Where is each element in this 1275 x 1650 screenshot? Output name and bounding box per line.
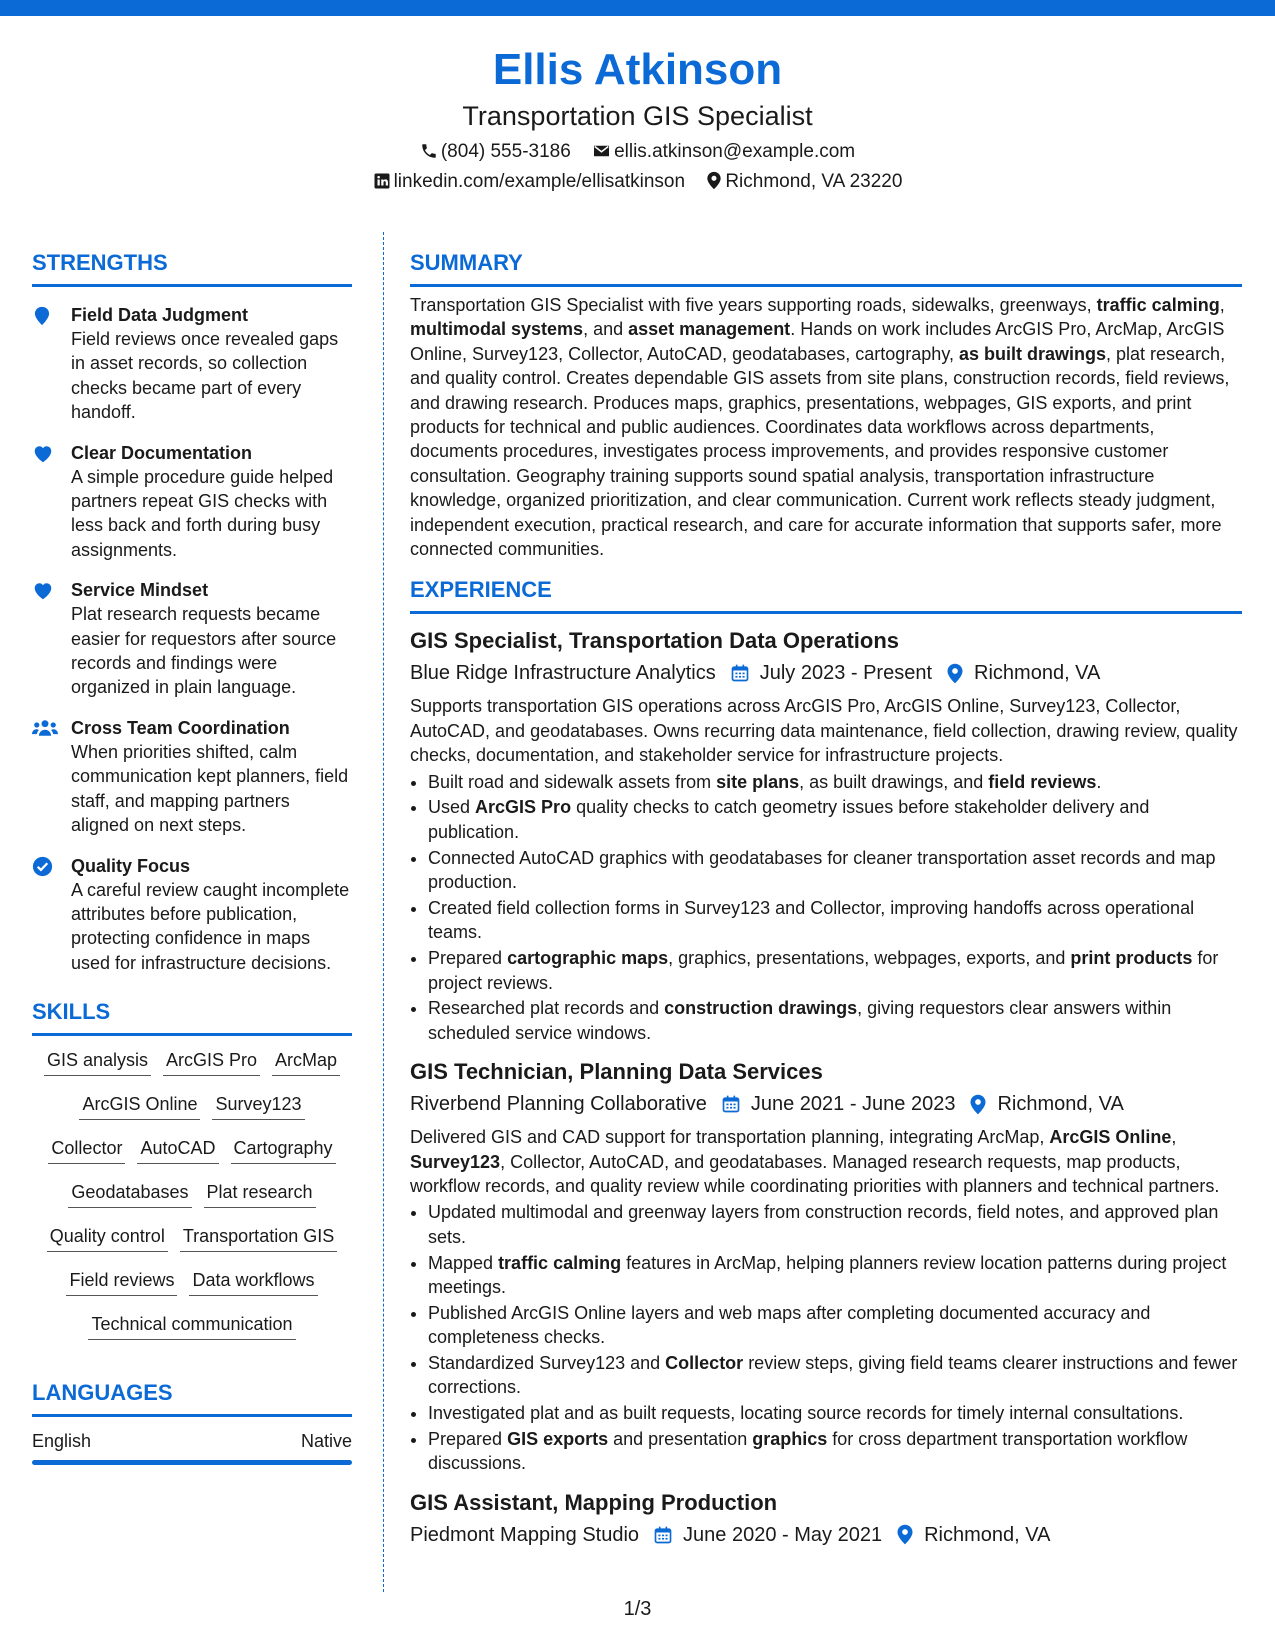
bold-text: site plans	[716, 771, 800, 792]
skill-tag: GIS analysis	[44, 1048, 151, 1076]
text-run: Created field collection forms in Survey123 and Collector, improving handoffs across operational teams.	[428, 897, 1195, 943]
column-divider	[383, 232, 384, 1592]
text-run: .	[1096, 771, 1102, 792]
skill-tag: Survey123	[212, 1092, 304, 1120]
text-run: ,	[1219, 295, 1225, 315]
skill-tag: Transportation GIS	[180, 1224, 337, 1252]
company-name: Riverbend Planning Collaborative	[410, 1093, 707, 1116]
text-run: Mapped	[428, 1252, 499, 1273]
location-text: Richmond, VA 23220	[725, 171, 903, 192]
page-number: 1/3	[623, 1598, 652, 1620]
bullet-item	[428, 770, 1242, 794]
skill-row	[32, 1180, 352, 1208]
summary-text	[410, 293, 1242, 561]
skill-tag: AutoCAD	[137, 1136, 218, 1164]
bold-text: GIS exports	[507, 1428, 609, 1449]
job-title: GIS Assistant, Mapping Production	[410, 1489, 778, 1515]
text-run: quality checks to catch geometry issues before stakeholder delivery and publication.	[428, 797, 1150, 842]
map-pin-icon	[32, 305, 56, 327]
top-accent-bar	[0, 0, 1275, 16]
languages-rule	[32, 1414, 352, 1417]
contact-line-2	[0, 168, 1275, 196]
text-run: . Hands on work includes ArcGIS Pro, ArcMap, ArcGIS Online, Survey123, Collector, AutoCAD, geodatabases, cartography,	[410, 319, 1225, 364]
email-text[interactable]: ellis.atkinson@example.com	[614, 141, 856, 162]
languages-heading: LANGUAGES	[32, 1380, 173, 1406]
strength-title: Cross Team Coordination	[71, 717, 290, 738]
skill-tag: Quality control	[47, 1224, 168, 1252]
envelope-icon	[592, 142, 611, 160]
right-column	[410, 248, 1242, 1550]
bold-text: cartographic maps	[507, 948, 669, 969]
text-run: for cross department transportation workflow discussions.	[428, 1428, 1188, 1474]
strength-item	[32, 716, 352, 838]
strength-text: When priorities shifted, calm communication kept planners, field staff, and mapping partners aligned on next steps.	[71, 741, 349, 836]
languages-list	[32, 1429, 352, 1465]
resume-header	[0, 42, 1275, 196]
contact-line-1	[0, 138, 1275, 166]
strength-item	[32, 854, 352, 976]
text-run: for project reviews.	[428, 948, 1219, 993]
map-pin-icon	[969, 1094, 997, 1115]
language-proficiency-bar	[32, 1460, 352, 1465]
bold-text: multimodal systems	[410, 319, 584, 340]
bold-text: Collector	[665, 1352, 744, 1373]
bullet-item	[428, 1351, 1242, 1400]
strength-text: Field reviews once revealed gaps in asset records, so collection checks became part of every handoff.	[71, 329, 339, 423]
bold-text: print products	[1070, 948, 1193, 969]
text-run: , plat research, and quality control. Creates dependable GIS assets from site plans, construction records, field reviews, and drawing research. Produces maps, graphics, presentations, webpages, GIS exports, and print products for technical and public audiences. Coordinates data workflows across departments, documents procedures, investigates process improvements, and provides responsive customer consultation. Geography training supports sound spatial analysis, transportation infrastructure knowledge, organized prioritization, and clear communication. Current work reflects steady judgment, independent execution, practical research, and care for accurate information that supports safer, more connected communities.	[410, 343, 1230, 560]
strength-title: Clear Documentation	[71, 442, 253, 463]
skill-tag: Geodatabases	[68, 1180, 191, 1208]
job-dates	[721, 1089, 956, 1119]
skill-tag: Field reviews	[66, 1268, 177, 1296]
bullet-item	[428, 896, 1242, 945]
job-dates-text: June 2020 - May 2021	[683, 1523, 883, 1546]
text-run: Prepared	[428, 948, 508, 969]
calendar-icon	[721, 1094, 751, 1114]
job-title: GIS Specialist, Transportation Data Operations	[410, 628, 900, 654]
text-run: Updated multimodal and greenway layers from construction records, field notes, and approved plan sets.	[428, 1202, 1219, 1247]
job-location	[946, 658, 1100, 688]
bullet-item	[428, 1427, 1242, 1476]
bold-text: traffic calming	[1096, 295, 1220, 315]
job-description	[410, 1125, 1242, 1198]
text-run: , Collector, AutoCAD, and geodatabases. Managed research requests, map products, workflow records, and quality review while coordinating priorities with planners and technical partners.	[410, 1151, 1220, 1196]
bold-text: Survey123	[410, 1151, 501, 1172]
strengths-section	[32, 248, 352, 975]
strength-item	[32, 441, 352, 563]
skill-tag: ArcGIS Online	[79, 1092, 200, 1120]
job-location-text: Richmond, VA	[997, 1093, 1124, 1116]
bold-text: construction drawings	[664, 998, 858, 1019]
strength-text: A simple procedure guide helped partners repeat GIS checks with less back and forth during busy assignments.	[71, 466, 334, 560]
job-bullets	[410, 770, 1242, 1045]
experience-rule	[410, 611, 1242, 614]
job-title: GIS Technician, Planning Data Services	[410, 1059, 823, 1085]
text-run: Prepared	[428, 1428, 508, 1449]
strengths-list	[32, 303, 352, 975]
job-location	[896, 1520, 1050, 1550]
skill-tag: ArcGIS Pro	[163, 1048, 260, 1076]
summary-heading: SUMMARY	[410, 250, 523, 275]
skill-tag: Cartography	[231, 1136, 336, 1164]
bold-text: graphics	[752, 1428, 828, 1449]
skills-list	[32, 1048, 352, 1340]
strength-title: Field Data Judgment	[71, 305, 249, 325]
skill-row	[32, 1092, 352, 1120]
text-run: review steps, giving field teams clearer instructions and fewer corrections.	[428, 1352, 1238, 1398]
skills-rule	[32, 1033, 352, 1036]
job-bullets	[410, 1200, 1242, 1475]
bullet-item	[428, 946, 1242, 995]
text-run: and presentation	[608, 1428, 753, 1449]
text-run: Transportation GIS Specialist with five years supporting roads, sidewalks, greenways,	[410, 295, 1097, 315]
skill-row	[32, 1136, 352, 1164]
calendar-icon	[730, 663, 760, 683]
strength-title: Service Mindset	[71, 580, 209, 601]
experience-heading: EXPERIENCE	[410, 577, 552, 603]
skill-row	[32, 1312, 352, 1340]
bold-text: field reviews	[988, 771, 1097, 792]
phone-icon	[420, 142, 438, 160]
job-dates	[653, 1520, 882, 1550]
text-run: Delivered GIS and CAD support for transportation planning, integrating ArcMap,	[410, 1127, 1050, 1148]
linkedin-text[interactable]: linkedin.com/example/ellisatkinson	[393, 171, 686, 192]
text-run: , graphics, presentations, webpages, exports, and	[668, 948, 1071, 969]
map-pin-icon	[896, 1524, 924, 1545]
text-run: Used	[428, 797, 476, 818]
bullet-item	[428, 1301, 1242, 1350]
text-run: Published ArcGIS Online layers and web maps after completing documented accuracy and completeness checks.	[428, 1302, 1151, 1348]
phone-item	[420, 138, 571, 166]
email-item	[592, 138, 855, 166]
users-icon	[32, 718, 56, 740]
text-run: , giving requestors clear answers within scheduled service windows.	[428, 998, 1172, 1043]
strength-text: A careful review caught incomplete attributes before publication, protecting confidence in maps used for infrastructure decisions.	[71, 879, 350, 973]
heart-icon	[32, 580, 56, 602]
job-meta	[410, 658, 1242, 688]
languages-section	[32, 1378, 352, 1465]
skill-tag: Collector	[48, 1136, 125, 1164]
text-run: features in ArcMap, helping planners review location patterns during project meetings.	[428, 1252, 1227, 1297]
language-row	[32, 1429, 352, 1453]
strength-title: Quality Focus	[71, 855, 191, 876]
job-entry	[410, 626, 1242, 1045]
left-column	[32, 248, 352, 1465]
skills-section	[32, 997, 352, 1340]
job-entry	[410, 1488, 1242, 1550]
text-run: Connected AutoCAD graphics with geodatabases for cleaner transportation asset records and map production.	[428, 847, 1216, 893]
company-name: Blue Ridge Infrastructure Analytics	[410, 662, 716, 685]
skill-tag: Technical communication	[88, 1312, 295, 1340]
skill-tag: ArcMap	[272, 1048, 340, 1076]
text-run: ,	[1171, 1127, 1177, 1148]
map-pin-icon	[706, 171, 722, 190]
bullet-item	[428, 795, 1242, 844]
strength-text: Plat research requests became easier for requestors after source records and findings were organized in plain language.	[71, 604, 337, 698]
summary-section	[410, 248, 1242, 561]
bold-text: ArcGIS Pro	[475, 797, 572, 818]
check-circle-icon	[32, 856, 56, 878]
company-name: Piedmont Mapping Studio	[410, 1523, 640, 1546]
job-location-text: Richmond, VA	[924, 1523, 1051, 1546]
bold-text: traffic calming	[498, 1252, 622, 1273]
bullet-item	[428, 1200, 1242, 1249]
text-run: Researched plat records and	[428, 998, 665, 1019]
strength-item	[32, 303, 352, 425]
calendar-icon	[653, 1525, 683, 1545]
strength-item	[32, 578, 352, 700]
heart-icon	[32, 443, 56, 465]
skill-tag: Data workflows	[189, 1268, 317, 1296]
location-item	[706, 168, 902, 196]
experience-section	[410, 575, 1242, 1549]
job-entry	[410, 1057, 1242, 1476]
jobs-list	[410, 626, 1242, 1549]
text-run: Standardized Survey123 and	[428, 1352, 666, 1373]
skills-heading: SKILLS	[32, 999, 111, 1025]
text-run: , as built drawings, and	[799, 771, 989, 792]
candidate-name: Ellis Atkinson	[492, 45, 783, 94]
linkedin-item	[373, 168, 685, 196]
summary-rule	[410, 284, 1242, 287]
candidate-title: Transportation GIS Specialist	[462, 101, 813, 131]
language-name: English	[32, 1431, 92, 1452]
job-location-text: Richmond, VA	[974, 662, 1101, 685]
skill-row	[32, 1268, 352, 1296]
linkedin-icon	[373, 172, 391, 190]
bullet-item	[428, 846, 1242, 895]
bullet-item	[428, 1251, 1242, 1300]
job-meta	[410, 1089, 1242, 1119]
language-level: Native	[300, 1431, 352, 1452]
skill-row	[32, 1224, 352, 1252]
text-run: Supports transportation GIS operations across ArcGIS Pro, ArcGIS Online, Survey123, Collector, AutoCAD, and geodatabases. Owns recurring data maintenance, field collection, drawing review, quality checks, documentation, and stakeholder service for infrastructure projects.	[410, 696, 1238, 766]
text-run: Investigated plat and as built requests, locating source records for timely internal consultations.	[428, 1403, 1184, 1424]
text-run: Built road and sidewalk assets from	[428, 771, 717, 792]
job-meta	[410, 1520, 1242, 1550]
job-dates	[730, 658, 932, 688]
bullet-item	[428, 1401, 1242, 1425]
skill-row	[32, 1048, 352, 1076]
bold-text: as built drawings	[958, 343, 1107, 364]
text-run: , and	[583, 319, 629, 340]
job-dates-text: June 2021 - June 2023	[750, 1093, 956, 1116]
bullet-item	[428, 996, 1242, 1045]
job-dates-text: July 2023 - Present	[759, 662, 933, 685]
skill-tag: Plat research	[204, 1180, 316, 1208]
strengths-heading: STRENGTHS	[32, 250, 168, 275]
map-pin-icon	[946, 663, 974, 684]
bold-text: ArcGIS Online	[1049, 1127, 1172, 1148]
job-location	[969, 1089, 1123, 1119]
job-description	[410, 694, 1242, 767]
bold-text: asset management	[628, 319, 791, 340]
strengths-rule	[32, 284, 352, 287]
phone-text[interactable]: (804) 555-3186	[440, 141, 571, 162]
